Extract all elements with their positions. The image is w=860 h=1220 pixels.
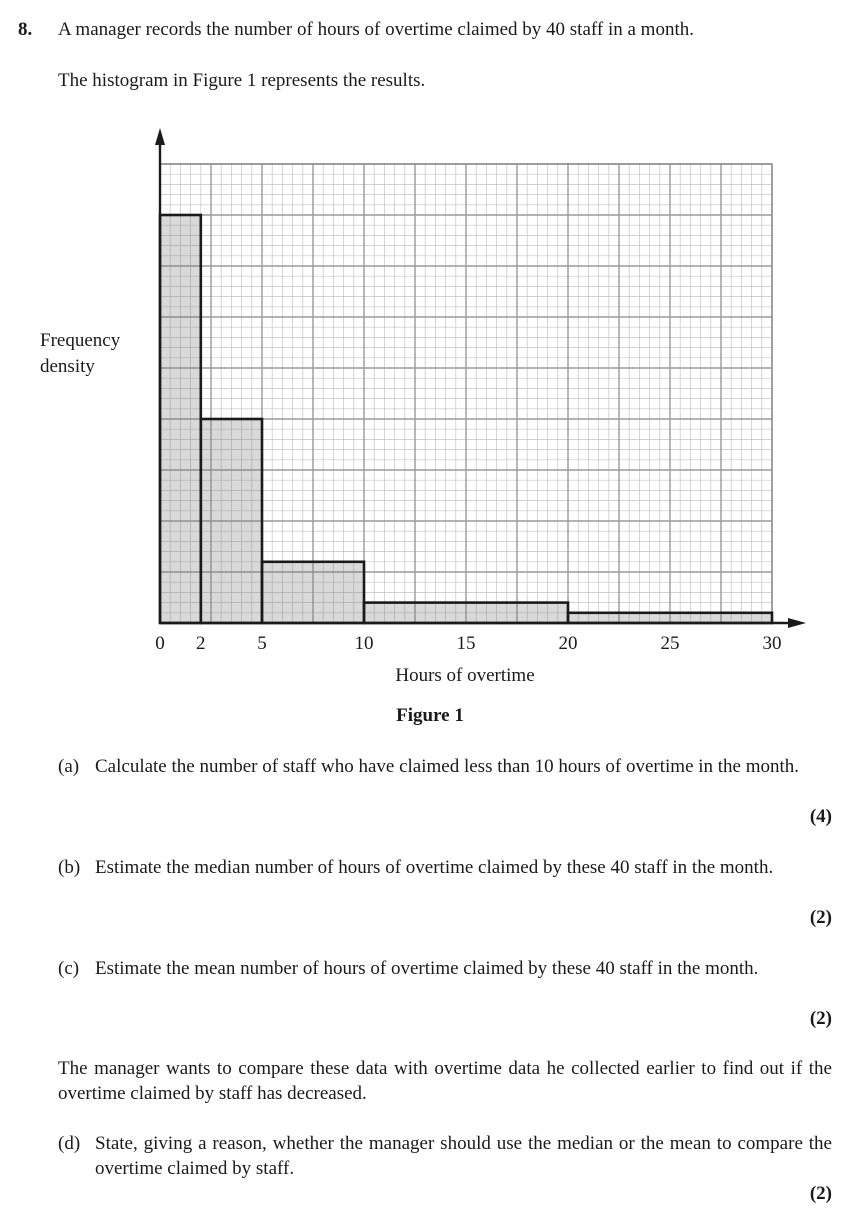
part-a-marks: (4) bbox=[809, 806, 832, 827]
x-tick-label: 0 bbox=[155, 633, 165, 654]
part-a bbox=[58, 754, 832, 779]
x-tick-label: 30 bbox=[762, 633, 782, 654]
part-c-text: Estimate the mean number of hours of overtime claimed by these 40 staff in the month. bbox=[95, 958, 759, 979]
x-tick-labels bbox=[155, 633, 781, 654]
y-axis-arrow bbox=[155, 128, 165, 145]
histogram-bar-0-2 bbox=[160, 215, 201, 623]
x-tick-label: 20 bbox=[558, 633, 578, 654]
figure-caption: Figure 1 bbox=[396, 705, 464, 726]
part-b-label: (b) bbox=[58, 857, 81, 878]
y-axis-title: Frequency density bbox=[40, 330, 121, 377]
x-axis-arrow bbox=[788, 618, 806, 628]
part-b bbox=[58, 855, 832, 880]
part-d-text: State, giving a reason, whether the manager should use the median or the mean to compare the overtime claimed by staff. bbox=[95, 1133, 832, 1179]
part-c bbox=[58, 956, 832, 981]
part-c-marks: (2) bbox=[809, 1008, 832, 1029]
x-tick-label: 2 bbox=[196, 633, 206, 654]
part-c-label: (c) bbox=[58, 958, 80, 979]
histogram-bar-10-20 bbox=[364, 603, 568, 623]
question-intro: A manager records the number of hours of overtime claimed by 40 staff in a month. bbox=[58, 19, 694, 40]
part-a-text: Calculate the number of staff who have claimed less than 10 hours of overtime in the month. bbox=[95, 756, 800, 777]
part-b-marks: (2) bbox=[809, 907, 832, 928]
histogram-bar-5-10 bbox=[262, 562, 364, 623]
x-tick-label: 10 bbox=[354, 633, 374, 654]
part-d-label: (d) bbox=[58, 1133, 81, 1154]
comparison-paragraph bbox=[58, 1056, 832, 1106]
x-tick-label: 15 bbox=[456, 633, 476, 654]
x-tick-label: 5 bbox=[257, 633, 267, 654]
part-d-marks: (2) bbox=[809, 1183, 832, 1204]
histogram-bar-2-5 bbox=[201, 419, 262, 623]
part-b-text: Estimate the median number of hours of overtime claimed by these 40 staff in the month. bbox=[95, 857, 774, 878]
part-d bbox=[58, 1131, 832, 1181]
histogram-intro: The histogram in Figure 1 represents the results. bbox=[58, 70, 426, 91]
histogram-bar-20-30 bbox=[568, 613, 772, 623]
comparison-text: The manager wants to compare these data with overtime data he collected earlier to find out if the overtime claimed by staff has decreased. bbox=[58, 1058, 832, 1104]
x-tick-label: 25 bbox=[660, 633, 680, 654]
x-axis-title: Hours of overtime bbox=[395, 665, 535, 686]
question-number: 8. bbox=[18, 19, 33, 40]
part-a-label: (a) bbox=[58, 756, 80, 777]
